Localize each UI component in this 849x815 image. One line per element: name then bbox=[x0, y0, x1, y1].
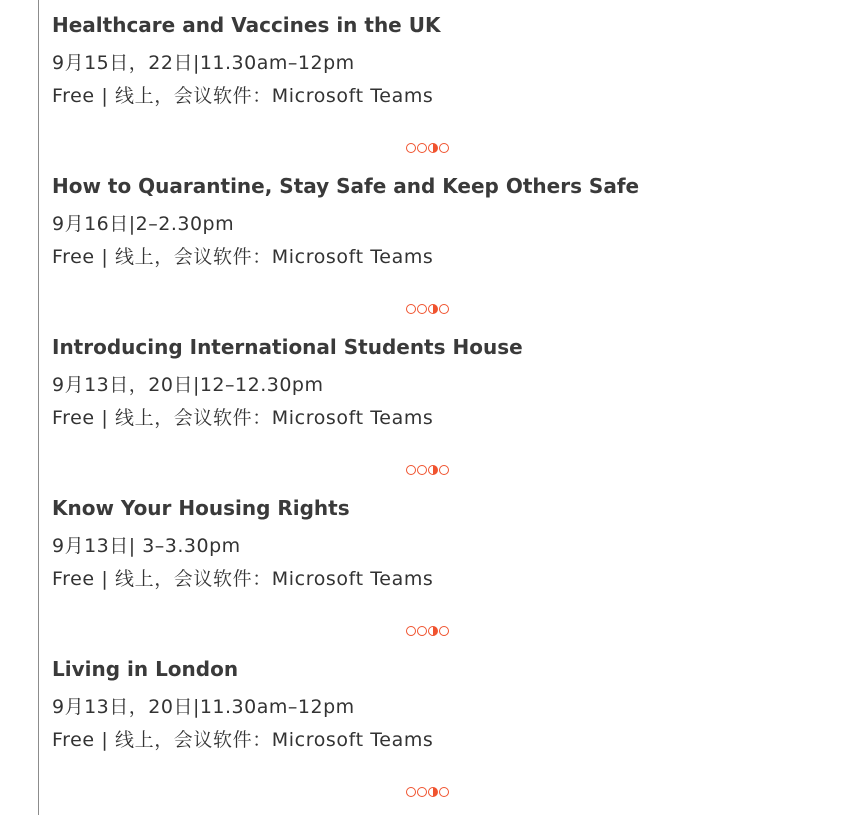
event-item bbox=[52, 322, 832, 483]
half-circle-icon bbox=[428, 787, 438, 797]
event-date: 9月13日| 3–3.30pm bbox=[52, 535, 241, 557]
circle-icon bbox=[417, 465, 427, 475]
event-title: Healthcare and Vaccines in the UK bbox=[52, 13, 441, 37]
event-info: Free | 线上，会议软件：Microsoft Teams bbox=[52, 729, 434, 751]
circle-icon bbox=[417, 143, 427, 153]
event-info: Free | 线上，会议软件：Microsoft Teams bbox=[52, 246, 434, 268]
event-date: 9月15日，22日|11.30am–12pm bbox=[52, 52, 355, 74]
event-info: Free | 线上，会议软件：Microsoft Teams bbox=[52, 568, 434, 590]
circle-icon bbox=[417, 304, 427, 314]
event-date: 9月13日，20日|12–12.30pm bbox=[52, 374, 324, 396]
event-date: 9月13日，20日|11.30am–12pm bbox=[52, 696, 355, 718]
event-item bbox=[52, 644, 832, 805]
circle-icon bbox=[439, 304, 449, 314]
event-title: Living in London bbox=[52, 657, 239, 681]
circle-icon bbox=[417, 626, 427, 636]
circle-icon bbox=[406, 787, 416, 797]
circle-icon bbox=[417, 787, 427, 797]
event-title: How to Quarantine, Stay Safe and Keep Others Safe bbox=[52, 174, 640, 198]
circle-icon bbox=[406, 626, 416, 636]
circle-icon bbox=[406, 143, 416, 153]
event-info: Free | 线上，会议软件：Microsoft Teams bbox=[52, 407, 434, 429]
half-circle-icon bbox=[428, 626, 438, 636]
dot-divider bbox=[406, 787, 449, 799]
event-date: 9月16日|2–2.30pm bbox=[52, 213, 235, 235]
half-circle-icon bbox=[428, 143, 438, 153]
circle-icon bbox=[439, 465, 449, 475]
circle-icon bbox=[439, 787, 449, 797]
half-circle-icon bbox=[428, 304, 438, 314]
event-title: Know Your Housing Rights bbox=[52, 496, 350, 520]
event-title: Introducing International Students House bbox=[52, 335, 523, 359]
dot-divider bbox=[406, 143, 449, 155]
event-item bbox=[52, 161, 832, 322]
event-list bbox=[52, 0, 832, 805]
circle-icon bbox=[439, 626, 449, 636]
half-circle-icon bbox=[428, 465, 438, 475]
event-info: Free | 线上，会议软件：Microsoft Teams bbox=[52, 85, 434, 107]
dot-divider bbox=[406, 465, 449, 477]
circle-icon bbox=[439, 143, 449, 153]
dot-divider bbox=[406, 626, 449, 638]
event-item bbox=[52, 483, 832, 644]
circle-icon bbox=[406, 304, 416, 314]
event-item bbox=[52, 0, 832, 161]
circle-icon bbox=[406, 465, 416, 475]
dot-divider bbox=[406, 304, 449, 316]
left-border-line bbox=[38, 0, 39, 815]
